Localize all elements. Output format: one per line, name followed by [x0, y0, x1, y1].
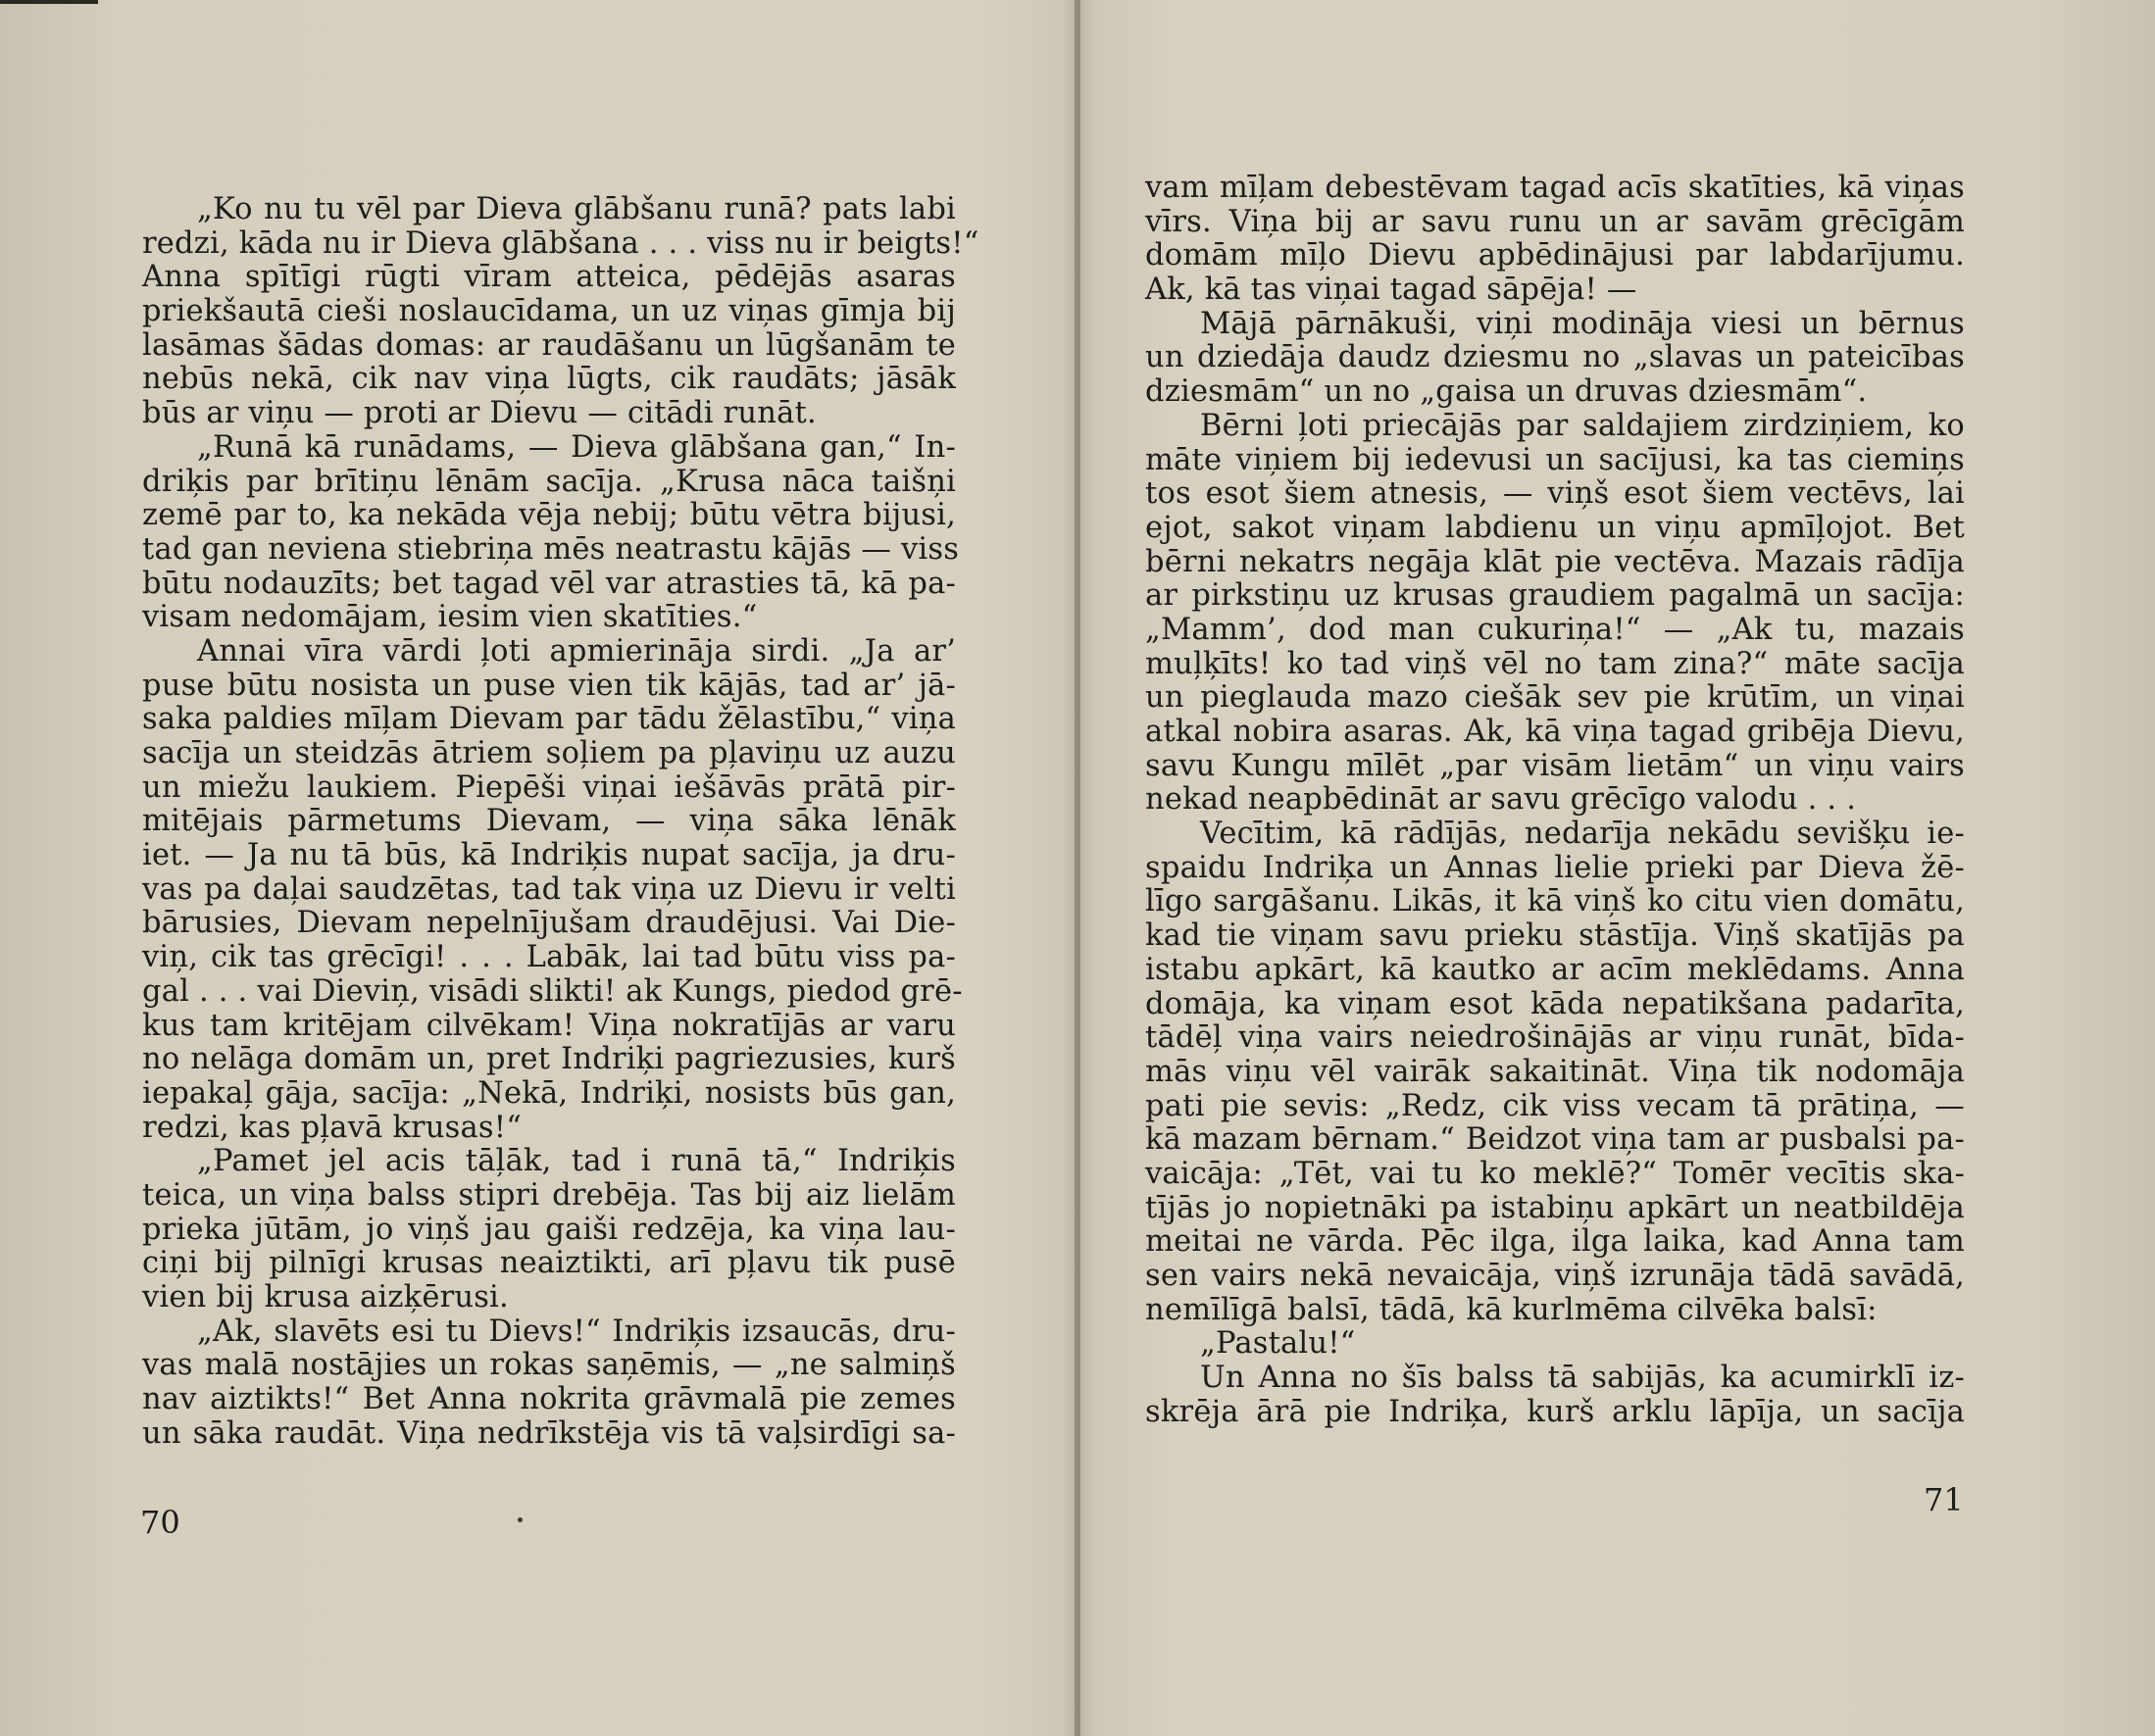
text-line: puse būtu nosista un puse vien tik kājās, tad ar’ jā-	[142, 668, 956, 703]
text-line: „Runā kā runādams, — Dieva glābšana gan,“ In-	[197, 429, 956, 465]
text-line: ciņi bij pilnīgi krusas neaiztikti, arī pļavu tik pusē	[142, 1246, 956, 1281]
text-line: vien bij krusa aizķērusi.	[142, 1280, 509, 1314]
text-line: teica, un viņa balss stipri drebēja. Tas bij aiz lielām	[142, 1177, 956, 1213]
text-line: domām mīļo Dievu apbēdinājusi par labdarījumu.	[1145, 238, 1965, 273]
text-line: „Mamm’, dod man cukuriņa!“ — „Ak tu, mazais	[1145, 612, 1965, 647]
text-line: Annai vīra vārdi ļoti apmierināja sirdi. „Ja ar’	[197, 633, 956, 669]
left-page-text	[142, 192, 979, 1451]
text-line: Mājā pārnākuši, viņi modināja viesi un bērnus	[1200, 306, 1965, 341]
text-line: nemīlīgā balsī, tādā, kā kurlmēma cilvēka balsī:	[1145, 1292, 1878, 1327]
text-line: Anna spītīgi rūgti vīram atteica, pēdējās asaras	[142, 260, 956, 295]
text-line: muļķīts! ko tad viņš vēl no tam zina?“ māte sacīja	[1145, 646, 1965, 681]
text-line: kad tie viņam savu prieku stāstīja. Viņš skatījās pa	[1145, 918, 1965, 954]
text-line: zemē par to, ka nekāda vēja nebij; būtu vētra bijusi,	[142, 498, 956, 533]
text-line: domāja, ka viņam esot kāda nepatikšana padarīta,	[1145, 986, 1965, 1021]
text-line: istabu apkārt, kā kautko ar acīm meklēdams. Anna	[1145, 952, 1965, 987]
right-page-text	[1145, 172, 1965, 1429]
text-line: meitai ne vārda. Pēc ilga, ilga laika, kad Anna tam	[1145, 1224, 1965, 1260]
text-line: Vecītim, kā rādījās, nedarīja nekādu sevišķu ie-	[1200, 817, 1965, 852]
text-line: un dziedāja daudz dziesmu no „slavas un pateicības	[1145, 340, 1965, 375]
text-line: gal . . . vai Dieviņ, visādi slikti! ak Kungs, piedod grē-	[142, 973, 963, 1009]
text-line: driķis par brītiņu lēnām sacīja. „Krusa nāca taišņi	[142, 464, 956, 499]
text-line: iet. — Ja nu tā būs, kā Indriķis nupat sacīja, ja dru-	[142, 838, 956, 873]
left-page	[0, 0, 1075, 1736]
right-page-number: 71	[1924, 1481, 1964, 1518]
text-line: bārusies, Dievam nepelnījušam draudējusi. Vai Die-	[142, 906, 956, 941]
text-line: nav aiztikts!“ Bet Anna nokrita grāvmalā pie zemes	[142, 1382, 956, 1417]
text-line: mās viņu vēl vairāk sakaitināt. Viņa tik nodomāja	[1145, 1054, 1965, 1089]
text-line: sacīja un steidzās ātriem soļiem pa pļaviņu uz auzu	[142, 736, 956, 770]
text-line: „Pastalu!“	[1200, 1326, 1356, 1362]
text-line: Ak, kā tas viņai tagad sāpēja! —	[1145, 273, 1637, 308]
text-line: pati pie sevis: „Redz, cik viss vecam tā prātiņa, —	[1145, 1088, 1965, 1123]
text-line: ar pirkstiņu uz krusas graudiem pagalmā un sacīja:	[1145, 578, 1965, 614]
left-page-number: 70	[140, 1504, 180, 1541]
text-line: spaidu Indriķa un Annas lielie prieki par Dieva žē-	[1145, 850, 1965, 885]
text-line: vas malā nostājies un rokas saņēmis, — „ne salmiņš	[142, 1348, 956, 1383]
text-line: „Ko nu tu vēl par Dieva glābšanu runā? pats labi	[197, 192, 956, 226]
text-line: skrēja ārā pie Indriķa, kurš arklu lāpīja, un sacīja	[1145, 1394, 1965, 1429]
text-line: tījās jo nopietnāki pa istabiņu apkārt un neatbildēja	[1145, 1190, 1965, 1225]
text-line: atkal nobira asaras. Ak, kā viņa tagad gribēja Dievu,	[1145, 715, 1965, 749]
text-line: redzi, kāda nu ir Dieva glābšana . . . viss nu ir beigts!“	[142, 225, 979, 261]
text-line: līgo sargāšanu. Likās, it kā viņš ko citu vien domātu,	[1145, 884, 1965, 919]
text-line: kus tam kritējam cilvēkam! Viņa nokratījās ar varu	[142, 1008, 956, 1043]
text-line: dziesmām“ un no „gaisa un druvas dziesmām“.	[1145, 374, 1868, 410]
right-page	[1080, 0, 2155, 1736]
text-line: iepakaļ gāja, sacīja: „Nekā, Indriķi, nosists būs gan,	[142, 1075, 956, 1111]
text-line: tad gan neviena stiebriņa mēs neatrastu kājās — viss	[142, 531, 960, 567]
text-line: lasāmas šādas domas: ar raudāšanu un lūgšanām te	[142, 327, 956, 363]
text-line: priekšautā cieši noslaucīdama, un uz viņas gīmja bij	[142, 294, 956, 329]
text-line: Bērni ļoti priecājās par saldajiem zirdziņiem, ko	[1200, 408, 1965, 443]
text-line: tos esot šiem atnesis, — viņš esot šiem vectēvs, lai	[1145, 476, 1965, 512]
text-line: nekad neapbēdināt ar savu grēcīgo valodu . . .	[1145, 782, 1857, 818]
text-line: „Pamet jel acis tāļāk, tad i runā tā,“ Indriķis	[197, 1144, 956, 1179]
text-line: visam nedomājam, iesim vien skatīties.“	[142, 600, 758, 635]
text-line: saka paldies mīļam Dievam par tādu žēlastību,“ viņa	[142, 702, 956, 737]
text-line: un pieglauda mazo ciešāk sev pie krūtīm, un viņai	[1145, 680, 1965, 716]
text-line: redzi, kas pļavā krusas!“	[142, 1110, 522, 1145]
text-line: tādēļ viņa vairs neiedrošinājās ar viņu runāt, bīda-	[1145, 1020, 1965, 1056]
text-line: māte viņiem bij iedevusi un sacījusi, ka tas ciemiņs	[1145, 442, 1965, 477]
text-line: un miežu laukiem. Piepēši viņai iešāvās prātā pir-	[142, 769, 956, 805]
text-line: vīrs. Viņa bij ar savu runu un ar savām grēcīgām	[1145, 204, 1965, 239]
ink-speck	[518, 1517, 523, 1522]
text-line: „Ak, slavēts esi tu Dievs!“ Indriķis izsaucās, dru-	[197, 1314, 956, 1349]
text-line: bērni nekatrs negāja klāt pie vectēva. Mazais rādīja	[1145, 544, 1965, 579]
text-line: savu Kungu mīlēt „par visām lietām“ un viņu vairs	[1145, 748, 1965, 783]
text-line: no nelāga domām un, pret Indriķi pagriezusies, kurš	[142, 1042, 956, 1077]
text-line: mitējais pārmetums Dievam, — viņa sāka lēnāk	[142, 804, 956, 839]
text-line: sen vairs nekā nevaicāja, viņš izrunāja tādā savādā,	[1145, 1259, 1965, 1293]
text-line: un sāka raudāt. Viņa nedrīkstēja vis tā vaļsirdīgi sa-	[142, 1415, 956, 1451]
text-line: nebūs nekā, cik nav viņa lūgts, cik raudāts; jāsāk	[142, 362, 956, 397]
text-line: būtu nodauzīts; bet tagad vēl var atrasties tā, kā pa-	[142, 566, 956, 601]
text-line: būs ar viņu — proti ar Dievu — citādi runāt.	[142, 396, 817, 431]
text-line: vaicāja: „Tēt, vai tu ko meklē?“ Tomēr vecītis ska-	[1145, 1156, 1965, 1191]
text-line: prieka jūtām, jo viņš jau gaiši redzēja, ka viņa lau-	[142, 1212, 956, 1247]
text-line: vam mīļam debestēvam tagad acīs skatīties, kā viņas	[1145, 171, 1965, 205]
text-line: kā mazam bērnam.“ Beidzot viņa tam ar pusbalsi pa-	[1145, 1122, 1965, 1158]
text-line: ejot, sakot viņam labdienu un viņu apmīļojot. Bet	[1145, 510, 1965, 545]
text-line: viņ, cik tas grēcīgi! . . . Labāk, lai tad būtu viss pa-	[142, 940, 956, 975]
text-line: Un Anna no šīs balss tā sabijās, ka acumirklī iz-	[1200, 1361, 1965, 1396]
text-line: vas pa daļai saudzētas, tad tak viņa uz Dievu ir velti	[142, 871, 956, 907]
